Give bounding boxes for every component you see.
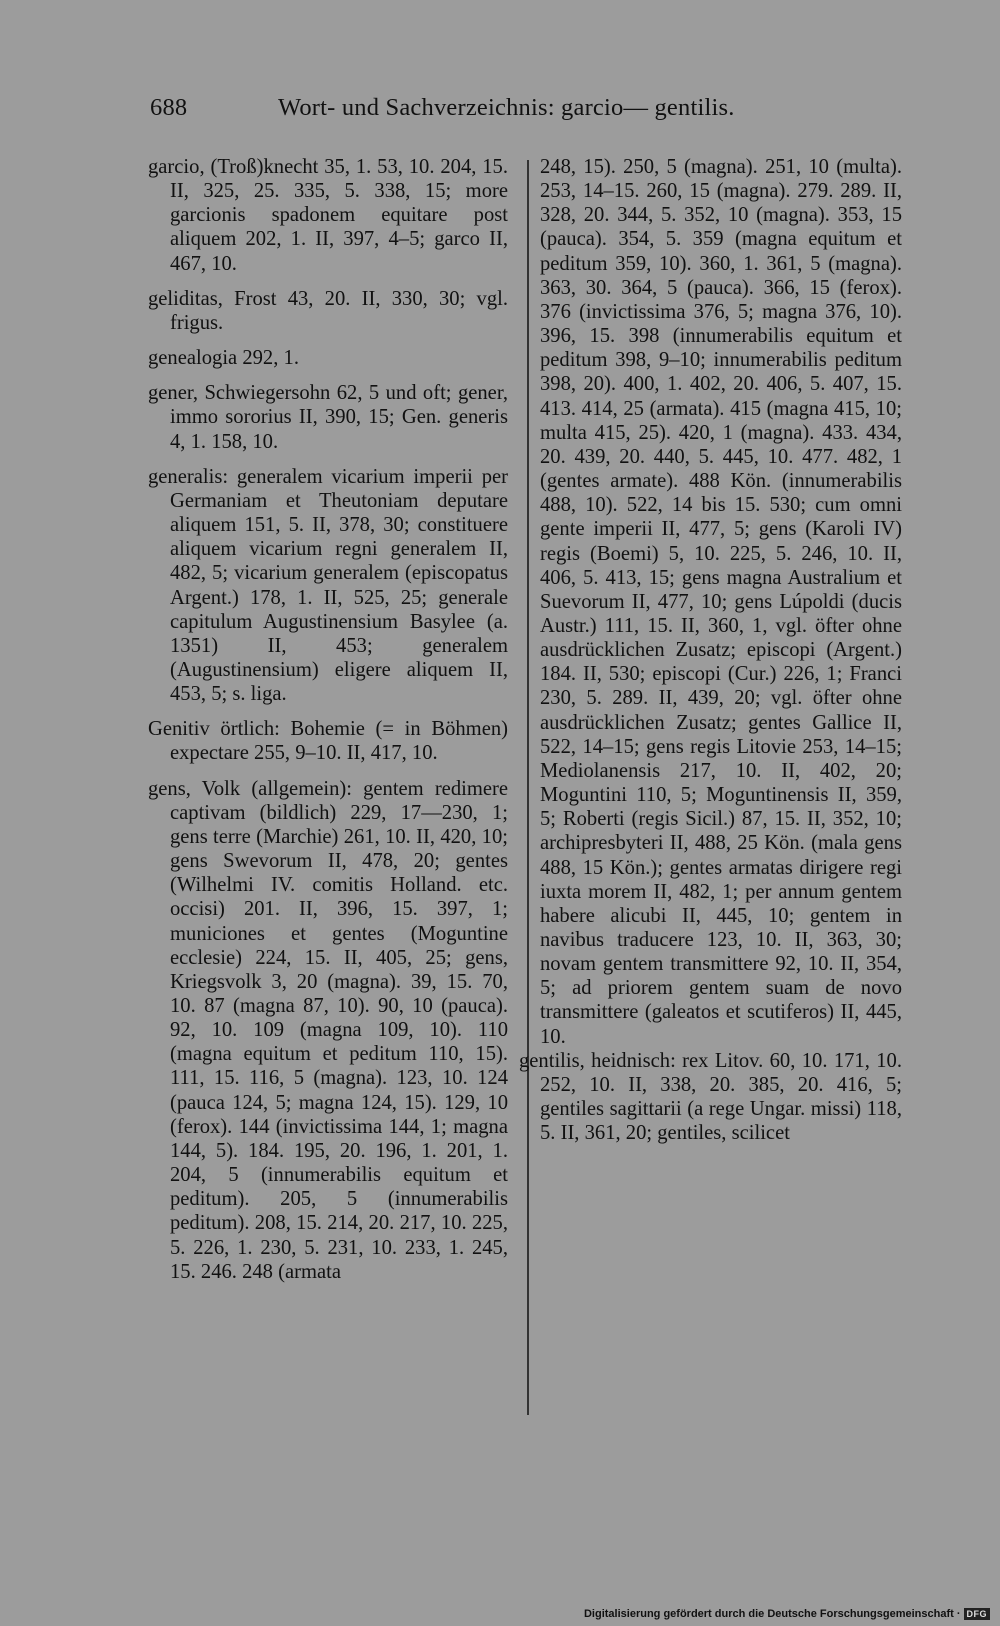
right-column bbox=[519, 155, 902, 1145]
column-divider bbox=[527, 160, 529, 1415]
index-entry-generalis: generalis: generalem vicarium imperii per Germaniam et Theutoniam deputare aliquem 151, 5. II, 378, 30; constituere aliquem vicarium regni generalem II, 482, 5; vicarium generalem (episcopatus Argent.) 178, 1. II, 525, 25; generale capitulum Augustinensium Basylee (a. 1351) II, 453; generalem (Augustinensium) eligere aliquem II, 453, 5; s. liga. bbox=[148, 465, 508, 706]
running-header bbox=[150, 94, 850, 122]
credit-text: Digitalisierung gefördert durch die Deutsche Forschungsgemeinschaft · bbox=[583, 1608, 961, 1620]
index-entry-genitiv: Genitiv örtlich: Bohemie (= in Böhmen) expectare 255, 9–10. II, 417, 10. bbox=[148, 718, 508, 765]
index-entry-genealogia: genealogia 292, 1. bbox=[148, 347, 299, 370]
index-entry-gentilis: gentilis, heidnisch: rex Litov. 60, 10. 171, 10. 252, 10. II, 338, 20. 385, 20. 416, 5; gentiles sagittarii (a rege Ungar. missi) 118, 5. II, 361, 20; gentiles, scilicet bbox=[519, 1049, 902, 1145]
index-entry-garcio: garcio, (Troß)knecht 35, 1. 53, 10. 204, 15. II, 325, 25. 335, 5. 338, 15; more garcionis spadonem equitare post aliquem 202, 1. II, 397, 4–5; garco II, 467, 10. bbox=[148, 156, 508, 275]
page-number: 688 bbox=[150, 94, 188, 121]
dfg-logo: DFG bbox=[964, 1608, 991, 1620]
digitization-credit bbox=[584, 1608, 990, 1620]
index-entry-gens: gens, Volk (allgemein): gentem redimere captivam (bildlich) 229, 17—230, 1; gens terre (Marchie) 261, 10. II, 420, 10; gens Swevorum II, 478, 20; gentes (Wilhelmi IV. comitis Holland. etc. occisi) 201. II, 396, 15. 397, 1; municiones et gentes (Moguntine ecclesie) 224, 15. II, 405, 25; gens, Kriegsvolk 3, 20 (magna). 39, 15. 70, 10. 87 (magna 87, 10). 90, 10 (pauca). 92, 10. 109 (magna 109, 10). 110 (magna equitum et peditum 110, 15). 111, 15. 116, 5 (magna). 123, 10. 124 (pauca 124, 5; magna 124, 15). 129, 10 (ferox). 144 (invictissima 144, 1; magna 144, 5). 184. 195, 20. 196, 1. 201, 1. 204, 5 (innumerabilis equitum et peditum). 205, 5 (innumerabilis peditum). 208, 15. 214, 20. 217, 10. 225, 5. 226, 1. 230, 5. 231, 10. 233, 1. 245, 15. 246. 248 (armata bbox=[148, 777, 508, 1283]
index-entry-gener: gener, Schwiegersohn 62, 5 und oft; gener, immo sororius II, 390, 15; Gen. generis 4, 1. 158, 10. bbox=[148, 382, 508, 453]
left-column bbox=[148, 155, 508, 1295]
page-title: Wort- und Sachverzeichnis: garcio— gentilis. bbox=[278, 94, 735, 121]
index-entry-geliditas: geliditas, Frost 43, 20. II, 330, 30; vgl. frigus. bbox=[148, 287, 508, 334]
index-entry-gens-continued: 248, 15). 250, 5 (magna). 251, 10 (multa). 253, 14–15. 260, 15 (magna). 279. 289. II, 328, 20. 344, 5. 352, 10 (magna). 353, 15 (pauca). 354, 5. 359 (magna equitum et peditum 359, 10). 360, 1. 361, 5 (magna). 363, 30. 364, 5 (pauca). 366, 15 (ferox). 376 (invictissima 376, 5; magna 376, 10). 396, 15. 398 (innumerabilis equitum et peditum 398, 9–10; innumerabilis peditum 398, 20). 400, 1. 402, 20. 406, 5. 407, 15. 413. 414, 25 (armata). 415 (magna 415, 10; multa 415, 25). 420, 1 (magna). 433. 434, 20. 439, 20. 440, 5. 445, 10. 477. 482, 1 (gentes armate). 488 Kön. (innumerabilis 488, 10). 522, 14 bis 15. 530; cum omni gente imperii II, 477, 5; gens (Karoli IV) regis (Boemi) 5, 10. 225, 5. 246, 10. II, 406, 5. 413, 15; gens magna Australium et Suevorum II, 477, 10; gens Lúpoldi (ducis Austr.) 111, 15. II, 360, 1, vgl. öfter ohne ausdrücklichen Zusatz; episcopi (Argent.) 184. II, 530; episcopi (Cur.) 226, 1; Franci 230, 5. 289. II, 439, 20; vgl. öfter ohne ausdrücklichen Zusatz; gentes Gallice II, 522, 14–15; gens regis Litovie 253, 14–15; Mediolanensis 217, 10. II, 402, 20; Moguntini 110, 5; Moguntinensis II, 359, 5; Roberti (regis Sicil.) 87, 15. II, 352, 10; archipresbyteri II, 488, 25 Kön. (mala gens 488, 15 Kön.); gentes armatas dirigere regi iuxta morem II, 482, 1; per annum gentem habere alicubi II, 445, 10; gentem in navibus traducere 123, 10. II, 363, 30; novam gentem transmittere 92, 10. II, 354, 5; ad priorem gentem suam de novo transmittere (galeatos et scutiferos) II, 445, 10. bbox=[540, 156, 902, 1048]
